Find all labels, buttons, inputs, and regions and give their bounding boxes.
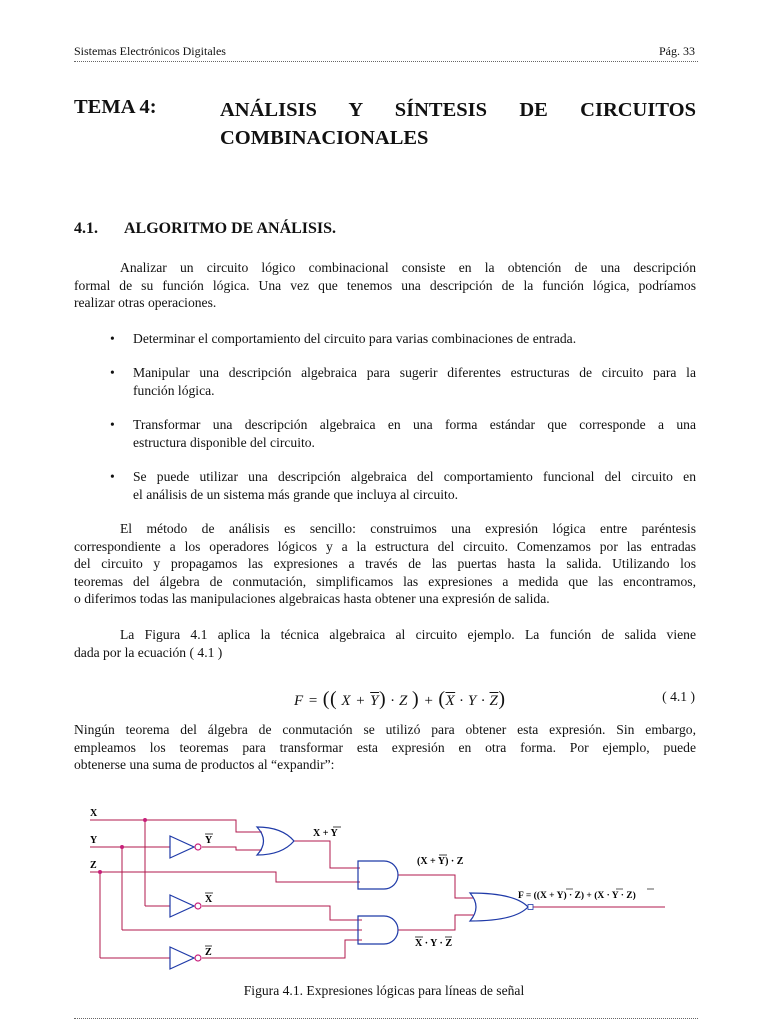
svg-text:(X + Y) · Z: (X + Y) · Z: [417, 856, 464, 867]
svg-text:F = ((X + Y) · Z) + (X · Y · Z: F = ((X + Y) · Z) + (X · Y · Z): [518, 891, 636, 901]
method-line-2: correspondiente a los operadores lógicos y a la estructura del circuito. Comenzamos por las entradas: [74, 538, 696, 554]
bullet-line: función lógica.: [133, 382, 215, 398]
bullet-dot: •: [110, 469, 115, 484]
svg-text:Z: Z: [205, 947, 212, 958]
chapter-title-line-2: COMBINACIONALES: [220, 127, 429, 149]
method-line-4: teoremas del álgebra de conmutación, simplificamos las expresiones a medida que las encontramos,: [74, 573, 696, 589]
input-label-x: X: [90, 808, 98, 819]
bullet-dot: •: [110, 331, 115, 346]
svg-text:X + Y: X + Y: [313, 828, 338, 839]
input-label-y: Y: [90, 835, 98, 846]
equation-number: ( 4.1 ): [662, 689, 695, 704]
input-label-z: Z: [90, 860, 97, 871]
method-line-5: o diferimos todas las manipulaciones algebraicas hasta obtener una expresión de salida.: [74, 591, 550, 607]
signal-labels: [205, 827, 654, 958]
and-gates: [358, 861, 398, 944]
bullet-dot: •: [110, 365, 115, 380]
equation-4-1: F = (( $X + \overline{Y}) \cdot Z$ ) + $(\overline{X} \cdot Y \cdot \overline{Z})$: [294, 688, 506, 710]
expansion-line-3: obtenerse una suma de productos al “expandir”:: [74, 757, 335, 773]
expansion-line-1: Ningún teorema del álgebra de conmutación se utilizó para obtener esta expresión. Sin embargo,: [74, 722, 696, 737]
svg-text:Y: Y: [205, 835, 213, 846]
section-title: ALGORITMO DE ANÁLISIS.: [124, 220, 337, 237]
bullet-line: Manipular una descripción algebraica para sugerir diferentes estructuras de circuito para la: [133, 365, 696, 380]
expansion-line-2: empleamos los teoremas para transformar esta expresión en otra forma. Por ejemplo, puede: [74, 739, 696, 755]
header-left: Sistemas Electrónicos Digitales: [74, 44, 226, 58]
svg-text:X · Y · Z: X · Y · Z: [415, 938, 453, 949]
method-line-3: del circuito y propagamos las expresiones a través de las puertas hasta la salida. Utilizando los: [74, 556, 696, 572]
bullet-line: Determinar el comportamiento del circuito para varias combinaciones de entrada.: [133, 331, 577, 346]
chapter-label: TEMA 4:: [74, 96, 157, 118]
bullet-line: el análisis de un sistema más grande que incluya al circuito.: [133, 486, 459, 502]
figure-intro-line-2: dada por la ecuación ( 4.1 ): [74, 644, 223, 660]
not-gates: [170, 836, 201, 969]
footer-rule: [74, 1018, 698, 1019]
page-number: Pág. 33: [659, 44, 695, 58]
output-terminal: [528, 905, 533, 910]
intro-line-1: Analizar un circuito lógico combinacional consiste en la obtención de una descripción: [120, 260, 696, 275]
bullet-line: Se puede utilizar una descripción algebraica del comportamiento funcional del circuito en: [133, 469, 696, 484]
figure-caption: Figura 4.1. Expresiones lógicas para líneas de señal: [243, 983, 525, 998]
bullet-line: Transformar una descripción algebraica en una forma estándar que corresponde a una: [133, 417, 696, 432]
chapter-title-line-1: ANÁLISIS Y SÍNTESIS DE CIRCUITOS: [220, 99, 696, 121]
section-number: 4.1.: [74, 220, 98, 237]
bullet-line: estructura disponible del circuito.: [133, 434, 315, 450]
svg-text:X: X: [205, 894, 213, 905]
bullet-dot: •: [110, 417, 115, 432]
method-line-1: El método de análisis es sencillo: construimos una expresión lógica entre paréntesis: [120, 521, 696, 536]
intro-line-2: formal de su función lógica. Una vez que tenemos una descripción de la función lógica, podríamos: [74, 277, 696, 293]
figure-intro-line-1: La Figura 4.1 aplica la técnica algebraica al circuito ejemplo. La función de salida viene: [120, 627, 696, 642]
intro-line-3: realizar otras operaciones.: [74, 295, 217, 311]
